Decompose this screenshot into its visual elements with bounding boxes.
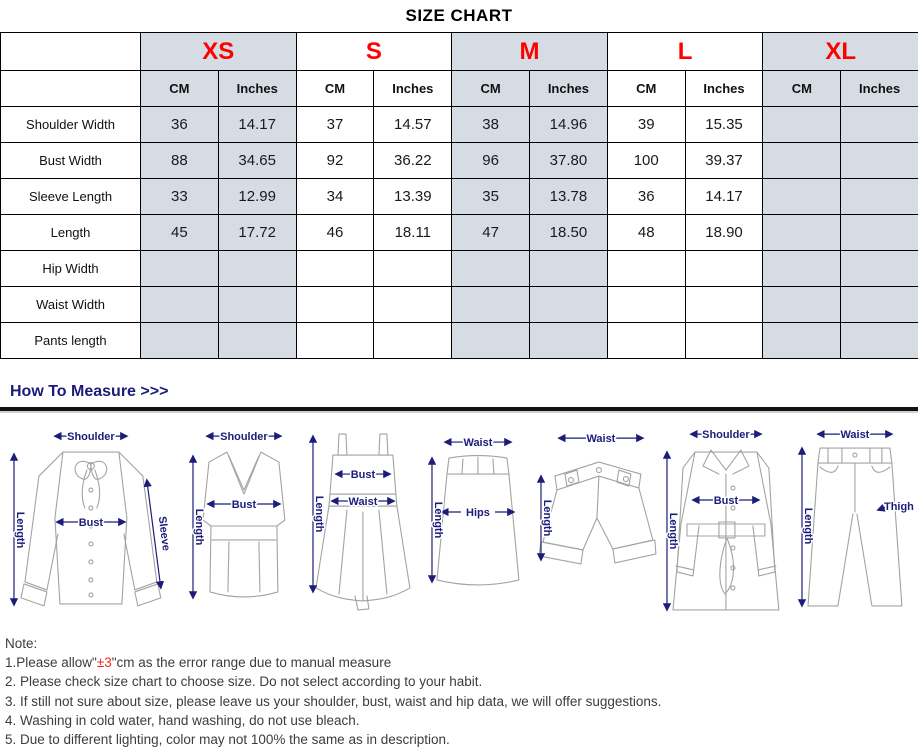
size-cell <box>685 287 763 323</box>
measure-label: Length <box>13 511 26 549</box>
note-line: 4. Washing in cold water, hand washing, do not use bleach. <box>5 712 360 728</box>
table-row <box>1 107 918 143</box>
size-cell <box>763 107 841 143</box>
size-cell: 18.11 <box>374 215 452 251</box>
size-cell <box>685 251 763 287</box>
size-cell: 100 <box>607 143 685 179</box>
size-cell: 47 <box>452 215 530 251</box>
size-cell: 88 <box>141 143 219 179</box>
row-label: Waist Width <box>1 287 141 323</box>
unit-header: CM <box>296 71 374 107</box>
unit-header: Inches <box>685 71 763 107</box>
measure-label: Length <box>431 501 444 539</box>
size-header-s: S <box>296 33 452 71</box>
divider-rule <box>0 407 918 413</box>
size-cell: 36 <box>141 107 219 143</box>
measure-label: Waist <box>463 437 492 450</box>
size-cell <box>530 287 608 323</box>
measure-label: Length <box>312 495 325 533</box>
table-row <box>1 143 918 179</box>
note-line: 2. Please check size chart to choose size. Do not select according to your habit. <box>5 674 483 690</box>
coat-diagram <box>657 422 792 627</box>
size-cell <box>763 215 841 251</box>
measure-label: Shoulder <box>219 431 268 444</box>
size-cell <box>218 323 296 359</box>
size-cell <box>763 287 841 323</box>
size-cell <box>685 323 763 359</box>
measure-label: Waist <box>840 429 870 442</box>
measure-label: Shoulder <box>67 431 115 444</box>
size-header-m: M <box>452 33 608 71</box>
garment-diagrams <box>0 422 918 628</box>
size-cell <box>296 323 374 359</box>
size-table <box>0 32 918 359</box>
size-cell: 35 <box>452 179 530 215</box>
measure-label: Waist <box>348 496 378 509</box>
size-cell <box>841 179 918 215</box>
size-cell: 33 <box>141 179 219 215</box>
unit-header: Inches <box>374 71 452 107</box>
unit-header: Inches <box>218 71 296 107</box>
size-cell: 14.57 <box>374 107 452 143</box>
unit-header-row <box>1 71 918 107</box>
size-cell <box>607 287 685 323</box>
measure-label: Length <box>541 499 554 537</box>
skirt-diagram <box>423 422 528 627</box>
note-text: 1.Please allow" <box>5 655 97 671</box>
size-cell: 39.37 <box>685 143 763 179</box>
measure-label: Shoulder <box>702 429 750 442</box>
row-label: Shoulder Width <box>1 107 141 143</box>
unit-header: CM <box>141 71 219 107</box>
size-cell: 36.22 <box>374 143 452 179</box>
dress-diagram <box>303 422 423 627</box>
size-cell <box>607 251 685 287</box>
table-row <box>1 251 918 287</box>
size-header-xl: XL <box>763 33 918 71</box>
row-label: Sleeve Length <box>1 179 141 215</box>
size-cell: 13.39 <box>374 179 452 215</box>
table-row <box>1 323 918 359</box>
measure-label: Length <box>802 507 815 545</box>
size-header-l: L <box>607 33 763 71</box>
size-cell <box>763 251 841 287</box>
note-text: "cm as the error range due to manual measure <box>111 655 392 671</box>
table-row <box>1 215 918 251</box>
row-label: Pants length <box>1 323 141 359</box>
shorts-diagram <box>527 422 657 627</box>
size-cell <box>530 251 608 287</box>
corner-cell <box>1 33 141 71</box>
measure-label: Sleeve <box>155 515 172 552</box>
size-cell: 96 <box>452 143 530 179</box>
measure-label: Bust <box>714 495 739 508</box>
size-cell: 14.17 <box>218 107 296 143</box>
size-cell <box>296 251 374 287</box>
unit-header: Inches <box>841 71 918 107</box>
size-cell <box>452 287 530 323</box>
measure-label: Thigh <box>884 501 915 514</box>
size-cell <box>841 287 918 323</box>
size-cell <box>607 323 685 359</box>
table-row <box>1 287 918 323</box>
size-header-xs: XS <box>141 33 297 71</box>
size-cell: 48 <box>607 215 685 251</box>
size-cell <box>763 323 841 359</box>
size-cell <box>141 251 219 287</box>
row-label: Bust Width <box>1 143 141 179</box>
size-cell <box>452 323 530 359</box>
measure-label: Bust <box>350 469 375 482</box>
unit-header: Inches <box>530 71 608 107</box>
measure-label: Length <box>667 512 680 550</box>
size-cell <box>218 251 296 287</box>
size-cell: 92 <box>296 143 374 179</box>
unit-header: CM <box>607 71 685 107</box>
size-cell: 14.96 <box>530 107 608 143</box>
size-cell: 14.17 <box>685 179 763 215</box>
measure-label: Bust <box>78 516 104 529</box>
size-cell: 45 <box>141 215 219 251</box>
size-cell <box>841 251 918 287</box>
size-cell: 39 <box>607 107 685 143</box>
size-cell: 18.50 <box>530 215 608 251</box>
note-line: 5. Due to different lighting, color may not 100% the same as in description. <box>5 732 450 748</box>
corner-cell-2 <box>1 71 141 107</box>
size-cell: 37 <box>296 107 374 143</box>
size-cell <box>841 107 918 143</box>
size-cell: 38 <box>452 107 530 143</box>
measure-label: Waist <box>586 433 616 446</box>
size-cell <box>841 323 918 359</box>
size-header-row <box>1 33 918 71</box>
size-cell <box>141 323 219 359</box>
size-cell: 17.72 <box>218 215 296 251</box>
note-line <box>5 653 918 672</box>
notes-heading: Note: <box>5 636 38 651</box>
size-cell <box>141 287 219 323</box>
table-row <box>1 179 918 215</box>
size-cell: 13.78 <box>530 179 608 215</box>
size-cell <box>296 287 374 323</box>
row-label: Hip Width <box>1 251 141 287</box>
tank-top-diagram <box>181 422 303 627</box>
size-cell <box>374 251 452 287</box>
size-cell <box>530 323 608 359</box>
pants-diagram <box>792 422 917 627</box>
size-cell <box>841 143 918 179</box>
page-title: SIZE CHART <box>405 6 513 25</box>
size-cell <box>452 251 530 287</box>
row-label: Length <box>1 215 141 251</box>
size-cell: 46 <box>296 215 374 251</box>
size-cell: 12.99 <box>218 179 296 215</box>
note-highlight: ±3 <box>96 655 112 671</box>
size-cell: 34 <box>296 179 374 215</box>
size-cell: 36 <box>607 179 685 215</box>
notes-section <box>5 634 918 749</box>
note-line: 3. If still not sure about size, please leave us your shoulder, bust, waist and hip data, we will offer suggestions. <box>5 693 662 709</box>
measure-label: Length <box>192 508 205 546</box>
unit-header: CM <box>452 71 530 107</box>
size-cell: 15.35 <box>685 107 763 143</box>
unit-header: CM <box>763 71 841 107</box>
blouse-diagram <box>1 422 181 627</box>
measure-label: Hips <box>465 507 490 520</box>
size-cell: 18.90 <box>685 215 763 251</box>
measure-label: Bust <box>231 499 256 512</box>
how-to-measure-heading: How To Measure >>> <box>10 383 169 400</box>
size-cell: 34.65 <box>218 143 296 179</box>
size-cell: 37.80 <box>530 143 608 179</box>
size-cell <box>374 323 452 359</box>
size-cell <box>763 179 841 215</box>
size-cell <box>374 287 452 323</box>
size-cell <box>763 143 841 179</box>
size-cell <box>841 215 918 251</box>
size-cell <box>218 287 296 323</box>
